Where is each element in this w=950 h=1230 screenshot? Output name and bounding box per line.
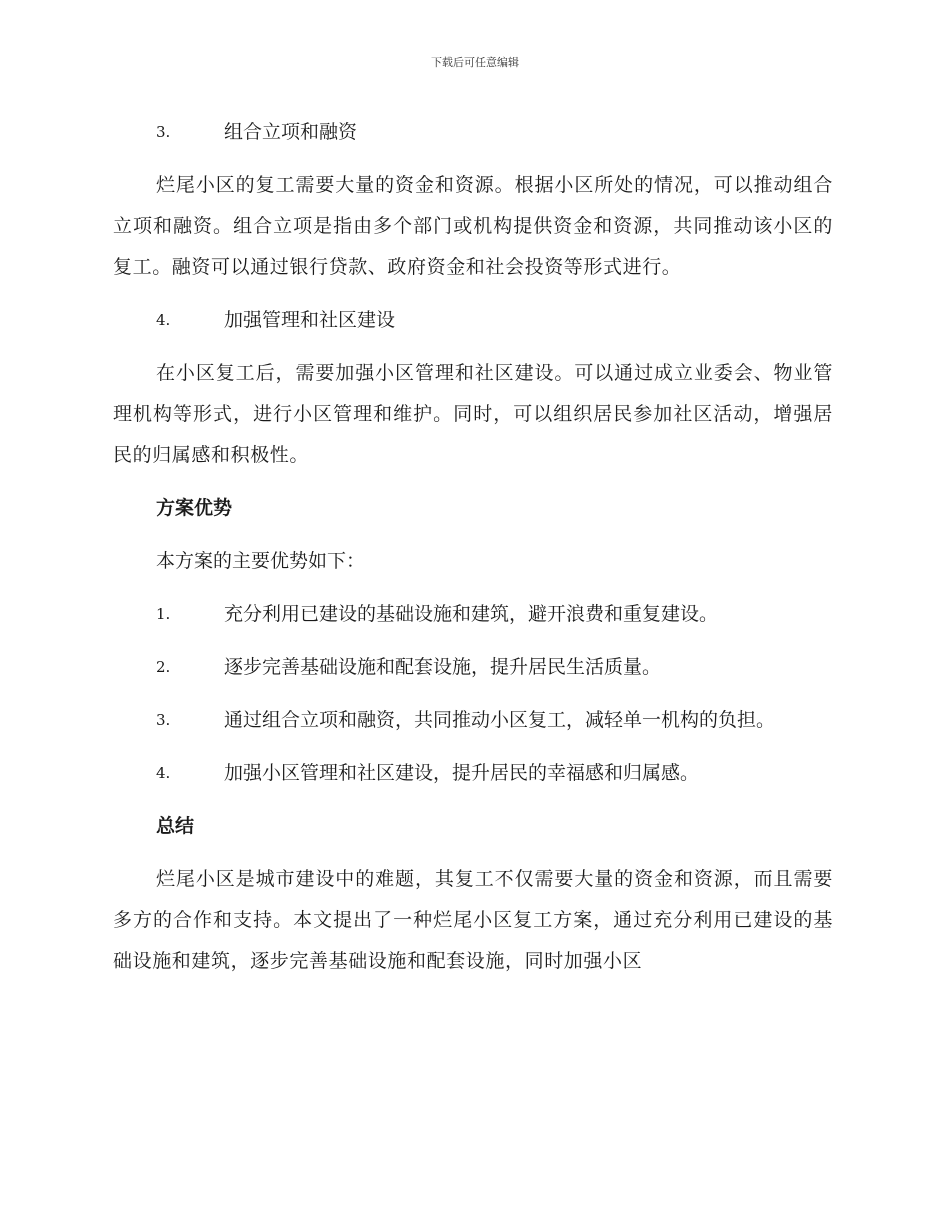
paragraph-management: 在小区复工后，需要加强小区管理和社区建设。可以通过成立业委会、物业管理机构等形式，进行小区管理和维护。同时，可以组织居民参加社区活动，增强居民的归属感和积极性。 (113, 362, 833, 466)
list-number: 1. (156, 605, 171, 623)
list-number: 4. (156, 311, 171, 329)
list-text: 组合立项和融资 (224, 121, 358, 143)
list-text: 通过组合立项和融资，共同推动小区复工，减轻单一机构的负担。 (224, 709, 776, 731)
paragraph-financing: 烂尾小区的复工需要大量的资金和资源。根据小区所处的情况，可以推动组合立项和融资。组合立项是指由多个部门或机构提供资金和资源，共同推动该小区的复工。融资可以通过银行贷款、政府资金和社会投资等形式进行。 (113, 174, 833, 278)
list-item-advantage (113, 594, 833, 635)
list-text: 逐步完善基础设施和配套设施，提升居民生活质量。 (224, 656, 662, 678)
section-heading-advantages: 方案优势 (156, 497, 233, 519)
list-number: 3. (156, 711, 171, 729)
document-body (113, 112, 833, 994)
advantages-intro: 本方案的主要优势如下： (156, 550, 366, 572)
list-number: 3. (156, 123, 171, 141)
list-item-combined-project (113, 112, 833, 153)
list-number: 2. (156, 658, 171, 676)
list-item-advantage (113, 753, 833, 794)
list-item-advantage (113, 647, 833, 688)
list-text: 加强管理和社区建设 (224, 309, 396, 331)
list-text: 加强小区管理和社区建设，提升居民的幸福感和归属感。 (224, 762, 700, 784)
list-text: 充分利用已建设的基础设施和建筑，避开浪费和重复建设。 (224, 603, 719, 625)
list-number: 4. (156, 764, 171, 782)
page-header: 下载后可任意编辑 (431, 56, 519, 69)
paragraph-summary: 烂尾小区是城市建设中的难题，其复工不仅需要大量的资金和资源，而且需要多方的合作和支持。本文提出了一种烂尾小区复工方案，通过充分利用已建设的基础设施和建筑，逐步完善基础设施和配套设施，同时加强小区 (113, 868, 833, 972)
list-item-advantage (113, 700, 833, 741)
list-item-management (113, 300, 833, 341)
section-heading-summary: 总结 (156, 815, 195, 837)
